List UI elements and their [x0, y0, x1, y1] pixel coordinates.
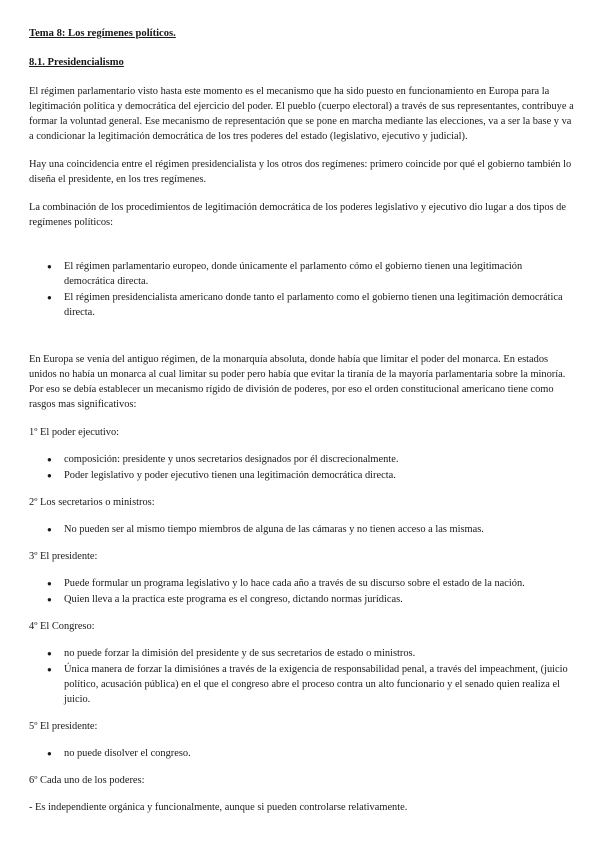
point-list — [29, 646, 574, 707]
paragraph-intro: El régimen parlamentario visto hasta este momento es el mecanismo que ha sido puesto en funcionamiento en Europa para la legitimación política y democrática del ejercicio del poder. El pueblo (cuerpo electoral) a través de sus representantes, contribuye a formar la voluntad general. Ese mecanismo de representación que se pone en marcha mediante las elecciones, va a ser la base y va a condicionar la legitimación democrática de los tres poderes del estado (legislativo, ejecutivo y judicial). — [29, 86, 574, 142]
list-item: ● Quien lleva a la practica este programa es el congreso, dictando normas jurídicas. — [47, 592, 574, 607]
regime-types-list — [29, 259, 574, 320]
paragraph-coincidence: Hay una coincidencia entre el régimen presidencialista y los otros dos regímenes: primero coincide por qué el gobierno también lo diseña el presidente, en los tres regímenes. — [29, 159, 572, 185]
list-item: ● no puede disolver el congreso. — [47, 746, 574, 761]
point-label: 2º Los secretarios o ministros: — [29, 497, 155, 508]
list-item: ● no puede forzar la dimisión del presidente y de sus secretarios de estado o ministros. — [47, 646, 574, 661]
point-label: 3º El presidente: — [29, 551, 98, 562]
point-list — [29, 576, 574, 607]
list-item: ● Única manera de forzar la dimisiónes a través de la exigencia de responsabilidad penal, a través del impeachment, (juicio político, acusación pública) en el que el congreso abre el proceso contra un alto funcionario y el senado quien realiza el juicio. — [47, 662, 574, 707]
point-list — [29, 746, 574, 761]
paragraph-europe: En Europa se venía del antiguo régimen, de la monarquía absoluta, donde había que limitar el poder del monarca. En estados unidos no había un monarca al cual limitar su poder pero había que evitar la tiranía de la mayoría parlamentaria sobre la minoría. Por eso se debía establecer un mecanismo rígido de división de poderes, por eso el orden constitucional americano tiene como rasgos mas significativos: — [29, 354, 566, 410]
list-item: ● Puede formular un programa legislativo y lo hace cada año a través de su discurso sobre el estado de la nación. — [47, 576, 574, 591]
point-label: 4º El Congreso: — [29, 621, 95, 632]
document-page — [29, 26, 574, 828]
list-item: ● El régimen presidencialista americano donde tanto el parlamento como el gobierno tienen una legitimación democrática directa. — [47, 290, 574, 320]
section-heading: 8.1. Presidencialismo — [29, 57, 124, 68]
document-title: Tema 8: Los regímenes políticos. — [29, 28, 176, 39]
paragraph-combination: La combinación de los procedimientos de legitimación democrática de los poderes legislativo y ejecutivo dio lugar a dos tipos de regímenes políticos: — [29, 202, 566, 228]
list-item: ● El régimen parlamentario europeo, donde únicamente el parlamento cómo el gobierno tienen una legitimación democrática directa. — [47, 259, 574, 289]
point-label: 5º El presidente: — [29, 721, 98, 732]
point-label: 6º Cada uno de los poderes: — [29, 775, 145, 786]
list-item: ● Poder legislativo y poder ejecutivo tienen una legitimación democrática directa. — [47, 468, 574, 483]
point-list — [29, 452, 574, 483]
final-line: - Es independiente orgánica y funcionalmente, aunque si pueden controlarse relativamente. — [29, 802, 408, 813]
point-list — [29, 522, 574, 537]
list-item: ● No pueden ser al mismo tiempo miembros de alguna de las cámaras y no tienen acceso a las mismas. — [47, 522, 574, 537]
list-item: ● composición: presidente y unos secretarios designados por él discrecionalmente. — [47, 452, 574, 467]
point-label: 1º El poder ejecutivo: — [29, 427, 120, 438]
